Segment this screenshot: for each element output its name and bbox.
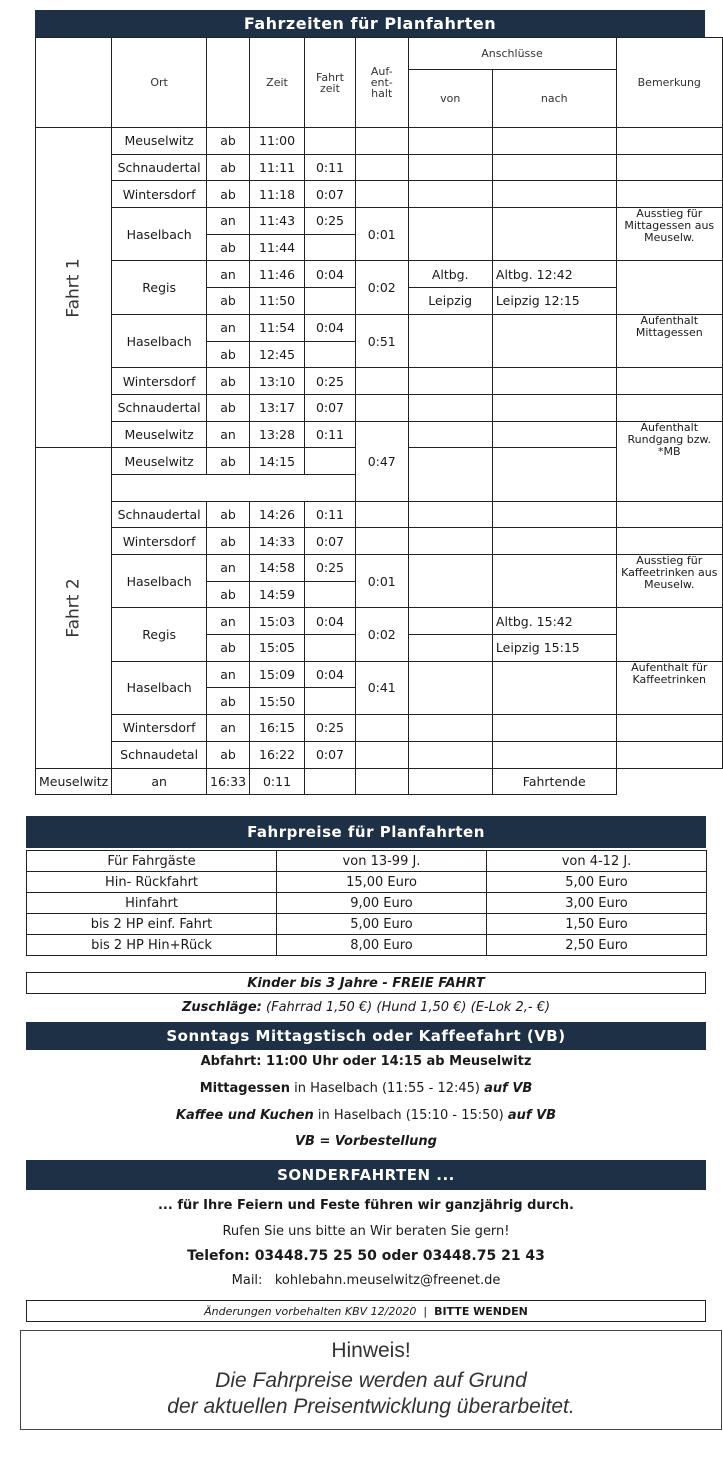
special-title-bar xyxy=(26,1160,706,1190)
trip-label xyxy=(36,448,112,768)
header-nach: nach xyxy=(492,70,616,128)
connection-from xyxy=(408,448,492,501)
duration-cell: 0:07 xyxy=(305,741,356,768)
an-ab-cell: ab xyxy=(207,128,250,155)
connection-from xyxy=(408,635,492,662)
an-ab-cell: an xyxy=(207,661,250,688)
connection-from xyxy=(408,394,492,421)
special-mail xyxy=(26,1273,706,1288)
connection-to xyxy=(492,555,616,608)
stop-name: Wintersdorf xyxy=(112,715,207,742)
an-ab-cell: ab xyxy=(207,288,250,315)
duration-cell: 0:25 xyxy=(305,555,356,582)
time-cell: 14:33 xyxy=(250,528,305,555)
duration-cell xyxy=(305,128,356,155)
connection-to xyxy=(492,154,616,181)
connection-to: Leipzig 12:15 xyxy=(492,288,616,315)
duration-cell: 0:25 xyxy=(305,368,356,395)
table-row xyxy=(36,421,723,448)
time-cell: 11:54 xyxy=(250,314,305,341)
stop-name: Regis xyxy=(112,608,207,661)
sunday-kaffee xyxy=(26,1108,706,1123)
an-ab-cell: ab xyxy=(207,234,250,261)
schedule-table xyxy=(35,37,723,795)
time-cell: 16:22 xyxy=(250,741,305,768)
footer-turn: BITTE WENDEN xyxy=(434,1305,528,1318)
connection-to xyxy=(492,421,616,448)
fares-cell: 9,00 Euro xyxy=(277,893,487,914)
stay-cell xyxy=(355,501,408,528)
fares-cell: von 4-12 J. xyxy=(487,851,707,872)
time-cell: 14:15 xyxy=(250,448,305,475)
remark-cell xyxy=(616,501,722,528)
duration-cell: 0:04 xyxy=(305,314,356,341)
connection-from xyxy=(408,661,492,714)
spacer-cell xyxy=(112,474,356,501)
fares-row xyxy=(27,914,707,935)
stay-cell xyxy=(355,368,408,395)
duration-cell: 0:11 xyxy=(250,768,305,795)
fares-row xyxy=(27,872,707,893)
fares-cell: 8,00 Euro xyxy=(277,935,487,956)
an-ab-cell: ab xyxy=(207,181,250,208)
stop-name: Meuselwitz xyxy=(112,421,207,448)
time-cell: 16:15 xyxy=(250,715,305,742)
trip-label-text: Fahrt 2 xyxy=(63,578,84,638)
remark-cell xyxy=(616,608,722,661)
time-cell: 11:00 xyxy=(250,128,305,155)
duration-cell: 0:07 xyxy=(305,394,356,421)
connection-to: Altbg. 12:42 xyxy=(492,261,616,288)
stay-cell: 0:02 xyxy=(355,261,408,314)
table-row xyxy=(36,261,723,288)
stop-name: Schnaudertal xyxy=(112,501,207,528)
stop-name: Wintersdorf xyxy=(112,368,207,395)
table-row xyxy=(36,661,723,688)
fares-row xyxy=(27,935,707,956)
connection-to xyxy=(492,448,616,501)
an-ab-cell: ab xyxy=(207,341,250,368)
time-cell: 13:10 xyxy=(250,368,305,395)
an-ab-cell: ab xyxy=(207,394,250,421)
fares-cell: Hin- Rückfahrt xyxy=(27,872,277,893)
fares-cell: 3,00 Euro xyxy=(487,893,707,914)
an-ab-cell: ab xyxy=(207,528,250,555)
remark-cell xyxy=(616,128,722,155)
table-row xyxy=(36,741,723,768)
connection-from xyxy=(408,555,492,608)
time-cell: 11:11 xyxy=(250,154,305,181)
time-cell: 16:33 xyxy=(207,768,250,795)
fares-cell: von 13-99 J. xyxy=(277,851,487,872)
stay-cell: 0:51 xyxy=(355,314,408,367)
special-phone: Telefon: 03448.75 25 50 oder 03448.75 21 43 xyxy=(187,1248,545,1264)
connection-from xyxy=(408,608,492,635)
stop-name: Haselbach xyxy=(112,314,207,367)
remark-cell xyxy=(616,368,722,395)
special-line1: ... für Ihre Feiern und Feste führen wir ganzjährig durch. xyxy=(157,1198,574,1213)
stay-cell xyxy=(355,128,408,155)
fares-cell: bis 2 HP Hin+Rück xyxy=(27,935,277,956)
remark-cell xyxy=(616,715,722,742)
time-cell: 11:44 xyxy=(250,234,305,261)
time-cell: 15:09 xyxy=(250,661,305,688)
sunday-mittag xyxy=(26,1081,706,1096)
connection-to xyxy=(492,501,616,528)
stop-name: Wintersdorf xyxy=(112,528,207,555)
special-line2: Rufen Sie uns bitte an Wir beraten Sie gern! xyxy=(222,1224,510,1239)
table-row xyxy=(36,368,723,395)
header-anschluesse: Anschlüsse xyxy=(408,38,616,70)
time-cell: 11:46 xyxy=(250,261,305,288)
duration-cell: 0:11 xyxy=(305,421,356,448)
time-cell: 15:03 xyxy=(250,608,305,635)
schedule-title: Fahrzeiten für Planfahrten xyxy=(243,14,497,33)
table-row xyxy=(36,394,723,421)
notice-title: Hinweis! xyxy=(331,1339,411,1362)
table-row xyxy=(36,314,723,341)
fares-title: Fahrpreise für Planfahrten xyxy=(247,823,485,841)
time-cell: 14:26 xyxy=(250,501,305,528)
an-ab-cell: ab xyxy=(207,448,250,475)
duration-cell: 0:04 xyxy=(305,608,356,635)
remark-cell: Ausstieg für Kaffeetrinken aus Meuselw. xyxy=(616,555,722,608)
time-cell: 13:28 xyxy=(250,421,305,448)
table-row xyxy=(36,715,723,742)
time-cell: 15:05 xyxy=(250,635,305,662)
time-cell: 12:45 xyxy=(250,341,305,368)
stay-cell xyxy=(355,154,408,181)
duration-cell xyxy=(305,581,356,608)
connection-to xyxy=(492,394,616,421)
footer-changes: Änderungen vorbehalten KBV 12/2020 xyxy=(204,1305,417,1318)
stay-cell xyxy=(355,528,408,555)
remark-cell xyxy=(616,741,722,768)
duration-cell: 0:11 xyxy=(305,501,356,528)
connection-to xyxy=(492,368,616,395)
connection-from xyxy=(408,314,492,367)
stay-cell xyxy=(305,768,356,795)
fares-cell: 5,00 Euro xyxy=(487,872,707,893)
an-ab-cell: ab xyxy=(207,635,250,662)
stop-name: Haselbach xyxy=(112,208,207,261)
fares-cell: 5,00 Euro xyxy=(277,914,487,935)
an-ab-cell: an xyxy=(207,314,250,341)
table-row xyxy=(36,608,723,635)
connection-from xyxy=(408,715,492,742)
duration-cell: 0:07 xyxy=(305,528,356,555)
an-ab-cell: an xyxy=(207,261,250,288)
connection-from xyxy=(408,741,492,768)
table-row xyxy=(36,154,723,181)
kaffee-bold: Kaffee und Kuchen xyxy=(175,1108,314,1123)
connection-from xyxy=(355,768,408,795)
header-fahrzeit: Fahrt zeit xyxy=(305,38,356,128)
time-cell: 14:59 xyxy=(250,581,305,608)
connection-from xyxy=(408,501,492,528)
connection-to xyxy=(492,715,616,742)
an-ab-cell: an xyxy=(207,421,250,448)
an-ab-cell: an xyxy=(112,768,207,795)
time-cell: 11:50 xyxy=(250,288,305,315)
an-ab-cell: an xyxy=(207,208,250,235)
trip-label-text: Fahrt 1 xyxy=(63,257,84,318)
fares-cell: 2,50 Euro xyxy=(487,935,707,956)
connection-to: Leipzig 15:15 xyxy=(492,635,616,662)
stop-name: Meuselwitz xyxy=(36,768,112,795)
stop-name: Meuselwitz xyxy=(112,128,207,155)
duration-cell xyxy=(305,688,356,715)
zuschlaege-label: Zuschläge: xyxy=(181,1000,262,1015)
time-cell: 11:43 xyxy=(250,208,305,235)
footer-separator: | xyxy=(423,1305,428,1318)
mittag-text: in Haselbach (11:55 - 12:45) xyxy=(289,1081,485,1096)
connection-to xyxy=(408,768,492,795)
mail-label: Mail: xyxy=(231,1273,263,1288)
connection-from xyxy=(408,421,492,448)
sunday-abfahrt: Abfahrt: 11:00 Uhr oder 14:15 ab Meuselwitz xyxy=(200,1054,532,1069)
mittag-bold: Mittagessen xyxy=(199,1081,290,1096)
sunday-vb: VB = Vorbestellung xyxy=(295,1134,437,1149)
connection-from xyxy=(408,154,492,181)
stop-name: Schnaudertal xyxy=(112,154,207,181)
an-ab-cell: an xyxy=(207,555,250,582)
remark-cell xyxy=(616,528,722,555)
stop-name: Regis xyxy=(112,261,207,314)
table-row xyxy=(36,128,723,155)
connection-to xyxy=(492,208,616,261)
fares-cell: 1,50 Euro xyxy=(487,914,707,935)
zuschlaege-note xyxy=(26,998,706,1018)
table-row xyxy=(36,528,723,555)
remark-cell xyxy=(616,261,722,314)
table-row xyxy=(36,501,723,528)
stop-name: Schnaudertal xyxy=(112,394,207,421)
header-aufenthalt: Auf- ent- halt xyxy=(355,38,408,128)
duration-cell xyxy=(305,635,356,662)
connection-from: Altbg. xyxy=(408,261,492,288)
header-bemerkung: Bemerkung xyxy=(616,38,722,128)
remark-cell xyxy=(616,181,722,208)
header-an-ab xyxy=(207,38,250,128)
notice-line1: Die Fahrpreise werden auf Grund xyxy=(215,1369,527,1392)
sunday-title-bar xyxy=(26,1022,706,1050)
connection-to xyxy=(492,128,616,155)
kaffee-vb: auf VB xyxy=(507,1108,557,1123)
an-ab-cell: ab xyxy=(207,581,250,608)
stay-cell: 0:02 xyxy=(355,608,408,661)
stop-name: Schnaudetal xyxy=(112,741,207,768)
fares-table xyxy=(26,850,707,956)
header-zeit: Zeit xyxy=(250,38,305,128)
header-trip xyxy=(36,38,112,128)
remark-cell: Aufenthalt für Kaffeetrinken xyxy=(616,661,722,714)
trip-label xyxy=(36,128,112,448)
connection-to xyxy=(492,741,616,768)
duration-cell xyxy=(305,288,356,315)
connection-to xyxy=(492,314,616,367)
stay-cell: 0:01 xyxy=(355,208,408,261)
connection-to xyxy=(492,528,616,555)
kaffee-text: in Haselbach (15:10 - 15:50) xyxy=(313,1108,508,1123)
kinder-note xyxy=(26,972,706,994)
kinder-text: Kinder bis 3 Jahre - FREIE FAHRT xyxy=(247,976,485,991)
fares-title-bar xyxy=(26,816,706,848)
zuschlaege-text: (Fahrrad 1,50 €) (Hund 1,50 €) (E-Lok 2,- €) xyxy=(261,1000,551,1015)
connection-from: Leipzig xyxy=(408,288,492,315)
fares-cell: 15,00 Euro xyxy=(277,872,487,893)
remark-cell xyxy=(616,154,722,181)
price-notice xyxy=(20,1330,722,1430)
fares-cell: bis 2 HP einf. Fahrt xyxy=(27,914,277,935)
an-ab-cell: an xyxy=(207,715,250,742)
stop-name: Wintersdorf xyxy=(112,181,207,208)
table-row xyxy=(36,555,723,582)
table-row xyxy=(36,768,723,795)
stay-cell xyxy=(355,741,408,768)
fares-row xyxy=(27,893,707,914)
schedule-title-bar xyxy=(35,10,705,37)
fares-header-row xyxy=(27,851,707,872)
connection-from xyxy=(408,208,492,261)
duration-cell: 0:11 xyxy=(305,154,356,181)
remark-cell: Ausstieg für Mittagessen aus Meuselw. xyxy=(616,208,722,261)
connection-to xyxy=(492,181,616,208)
mail-address: kohlebahn.meuselwitz@freenet.de xyxy=(274,1273,501,1288)
stop-name: Haselbach xyxy=(112,661,207,714)
connection-from xyxy=(408,528,492,555)
duration-cell: 0:04 xyxy=(305,661,356,688)
connection-from xyxy=(408,368,492,395)
stay-cell: 0:47 xyxy=(355,421,408,501)
stay-cell xyxy=(355,394,408,421)
time-cell: 15:50 xyxy=(250,688,305,715)
header-von: von xyxy=(408,70,492,128)
an-ab-cell: ab xyxy=(207,154,250,181)
time-cell: 11:18 xyxy=(250,181,305,208)
table-row xyxy=(36,208,723,235)
mittag-vb: auf VB xyxy=(484,1081,533,1096)
stay-cell: 0:01 xyxy=(355,555,408,608)
duration-cell: 0:25 xyxy=(305,208,356,235)
time-cell: 13:17 xyxy=(250,394,305,421)
connection-from xyxy=(408,181,492,208)
an-ab-cell: ab xyxy=(207,741,250,768)
header-ort: Ort xyxy=(112,38,207,128)
an-ab-cell: an xyxy=(207,608,250,635)
stay-cell xyxy=(355,181,408,208)
remark-cell: Aufenthalt Rundgang bzw. *MB xyxy=(616,421,722,501)
notice-line2: der aktuellen Preisentwicklung überarbeitet. xyxy=(167,1395,575,1418)
stay-cell xyxy=(355,715,408,742)
sunday-title: Sonntags Mittagstisch oder Kaffeefahrt (VB) xyxy=(166,1027,566,1045)
footer-bar xyxy=(26,1300,706,1322)
stop-name: Meuselwitz xyxy=(112,448,207,475)
connection-to xyxy=(492,661,616,714)
special-title: SONDERFAHRTEN ... xyxy=(277,1166,455,1184)
table-row xyxy=(36,181,723,208)
connection-to: Altbg. 15:42 xyxy=(492,608,616,635)
duration-cell: 0:07 xyxy=(305,181,356,208)
remark-cell xyxy=(616,394,722,421)
stop-name: Haselbach xyxy=(112,555,207,608)
duration-cell xyxy=(305,341,356,368)
an-ab-cell: ab xyxy=(207,688,250,715)
remark-cell: Fahrtende xyxy=(492,768,616,795)
remark-cell: Aufenthalt Mittagessen xyxy=(616,314,722,367)
duration-cell xyxy=(305,234,356,261)
fares-cell: Hinfahrt xyxy=(27,893,277,914)
duration-cell xyxy=(305,448,356,475)
fares-cell: Für Fahrgäste xyxy=(27,851,277,872)
duration-cell: 0:25 xyxy=(305,715,356,742)
duration-cell: 0:04 xyxy=(305,261,356,288)
connection-from xyxy=(408,128,492,155)
stay-cell: 0:41 xyxy=(355,661,408,714)
an-ab-cell: ab xyxy=(207,368,250,395)
time-cell: 14:58 xyxy=(250,555,305,582)
an-ab-cell: ab xyxy=(207,501,250,528)
